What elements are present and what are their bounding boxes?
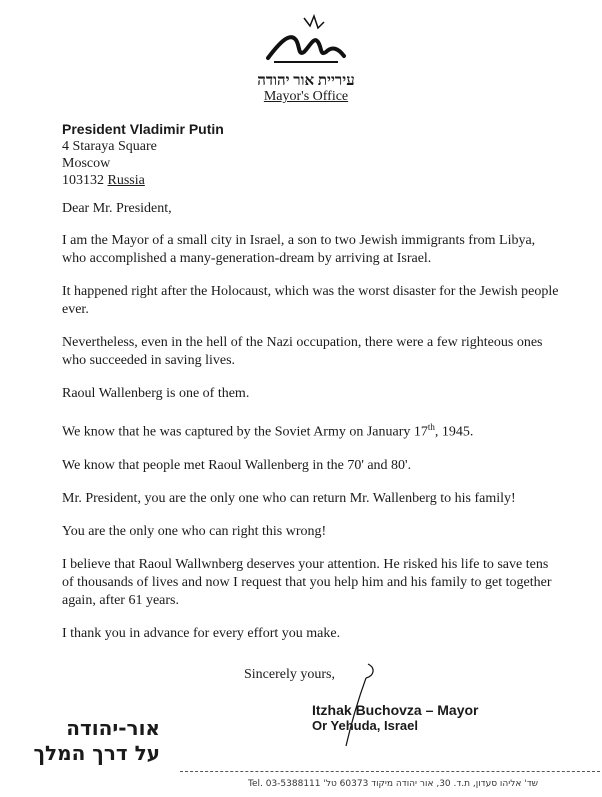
city-stamp (10, 716, 160, 766)
recipient-city: Moscow (62, 156, 111, 171)
paragraph: I am the Mayor of a small city in Israel, a son to two Jewish immigrants from Libya, who accomplished a many-generation-dream by arriving at Israel. (62, 233, 536, 266)
ordinal-suffix: th (427, 422, 435, 432)
recipient-postcode: 103132 (62, 173, 104, 188)
footer-contact: שד' אליהו סעדון, ת.ד. 30, אור יהודה מיקוד 60373 טל' Tel. 03-5388111 (248, 779, 539, 789)
salutation: Dear Mr. President, (62, 201, 172, 216)
paragraph: I believe that Raoul Wallwnberg deserves your attention. He risked his life to save tens of thousands of lives and now I request that you help him and his family to get together again, after 61 years. (62, 556, 552, 608)
signatory-place: Or Yehuda, Israel (312, 718, 418, 733)
closing: Sincerely yours, (244, 667, 335, 682)
paragraph: Raoul Wallenberg is one of them. (62, 386, 250, 401)
paragraph: Mr. President, you are the only one who can return Mr. Wallenberg to his family! (62, 490, 516, 506)
recipient-street: 4 Staraya Square (62, 139, 157, 154)
footer-divider (180, 771, 600, 772)
recipient-name: President Vladimir Putin (62, 121, 224, 137)
recipient-address (62, 121, 224, 189)
recipient-postcode-line (62, 172, 224, 189)
paragraph: It happened right after the Holocaust, which was the worst disaster for the Jewish people ever. (62, 284, 559, 317)
stamp-line-1: אור-יהודה (66, 716, 160, 740)
paragraph: I thank you in advance for every effort you make. (62, 625, 341, 641)
letter-body (62, 232, 562, 658)
recipient-country: Russia (107, 173, 145, 188)
letterhead-hebrew-title: עיריית אור יהודה (257, 73, 355, 89)
paragraph: You are the only one who can right this wrong! (62, 523, 327, 539)
city-logo (260, 12, 350, 70)
signatory-name: Itzhak Buchovza – Mayor (312, 702, 479, 718)
paragraph: Nevertheless, even in the hell of the Nazi occupation, there were a few righteous ones who succeeded in saving lives. (62, 335, 543, 368)
paragraph: We know that he was captured by the Soviet Army on January 17th, 1945. (62, 422, 474, 440)
paragraph: We know that people met Raoul Wallenberg in the 70' and 80'. (62, 457, 412, 473)
letterhead-office: Mayor's Office (263, 89, 349, 104)
stamp-line-2: על דרך המלך (33, 741, 160, 765)
